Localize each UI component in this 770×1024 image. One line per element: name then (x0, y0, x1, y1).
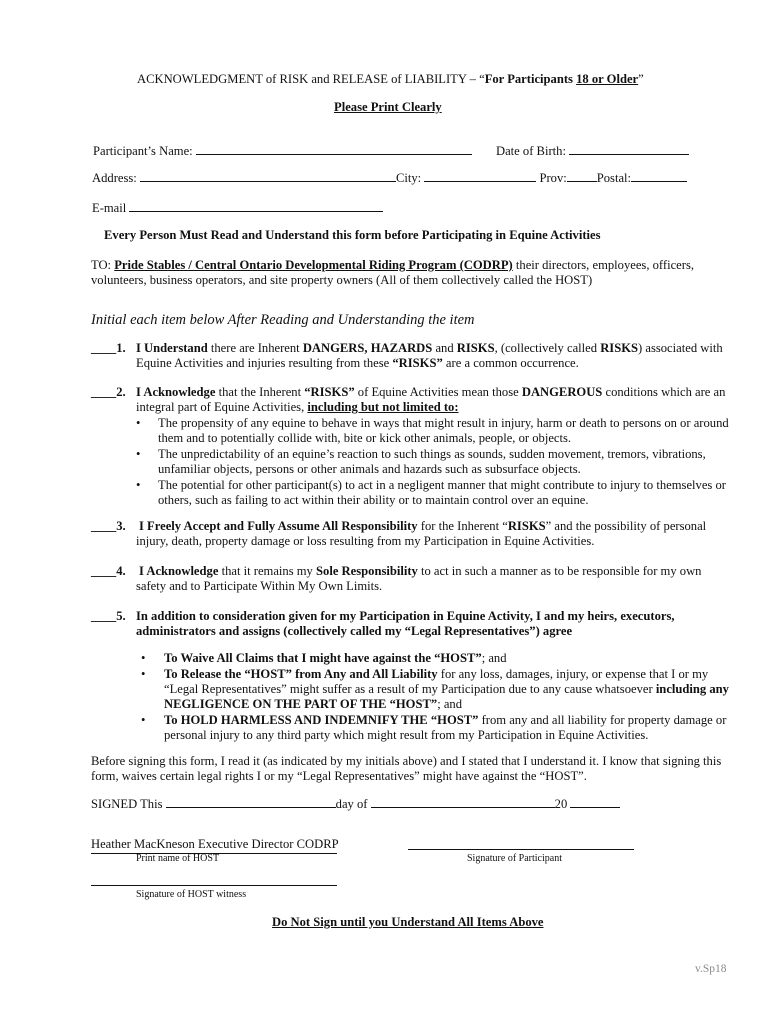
item-5-text: In addition to consideration given for my Participation in Equine Activity, I and my heirs, executors, (136, 609, 675, 623)
item-2-bullet-2-line-2: unfamiliar objects, persons or other animals and hazards such as subsurface objects. (158, 462, 581, 476)
participant-name-row (93, 142, 472, 160)
bullet-icon: • (136, 416, 141, 430)
city-field[interactable] (424, 169, 536, 182)
signed-year-field[interactable] (570, 795, 620, 808)
item-2-bullet-2-line-1: The unpredictability of an equine’s reaction to such things as sounds, sudden movement, tremors, vibrations, (158, 447, 706, 461)
item-5-bullet-3-line-1: To HOLD HARMLESS AND INDEMNIFY THE “HOST” from any and all liability for property damage or (164, 713, 727, 727)
email-label: E-mail (92, 201, 127, 215)
to-line-2: volunteers, business operators, and site property owners (All of them collectively called the HOST) (91, 273, 593, 287)
bullet-icon: • (136, 447, 141, 461)
email-row (92, 199, 383, 217)
do-not-sign-notice: Do Not Sign until you Understand All Items Above (272, 915, 544, 929)
city-label: City: (395, 171, 422, 185)
address-row (92, 169, 687, 187)
email-field[interactable] (129, 199, 383, 212)
prov-field[interactable] (567, 169, 597, 182)
item-5-initial[interactable]: ____5. (91, 609, 126, 623)
dob-label: Date of Birth: (496, 144, 566, 158)
before-signing-line-1: Before signing this form, I read it (as indicated by my initials above) and I stated that I understand it. I know that signing this (91, 754, 722, 768)
print-clearly-note: Please Print Clearly (334, 100, 442, 114)
item-4-text: I Acknowledge that it remains my Sole Responsibility to act in such a manner as to be responsible for my own (139, 564, 702, 578)
signed-day-field[interactable] (166, 795, 336, 808)
address-field[interactable] (140, 169, 396, 182)
signature-witness-label: Signature of HOST witness (136, 889, 247, 900)
before-signing-line-2: form, waives certain legal rights I or my “Legal Representatives” might have against the “HOST”. (91, 769, 587, 783)
item-4-initial[interactable]: ____4. (91, 564, 126, 578)
bullet-icon: • (141, 667, 146, 681)
item-2-text: I Acknowledge that the Inherent “RISKS” of Equine Activities mean those DANGEROUS conditions which are an (136, 385, 726, 399)
participant-name-field[interactable] (196, 142, 472, 155)
item-2-initial[interactable]: ____2. (91, 385, 126, 399)
item-5-bullet-1: To Waive All Claims that I might have against the “HOST”; and (164, 651, 507, 665)
participant-name-label: Participant’s Name: (93, 144, 193, 158)
address-label: Address: (92, 171, 137, 185)
item-1-initial[interactable]: ____1. (91, 341, 126, 355)
item-2-text-line-2: integral part of Equine Activities, including but not limited to: (136, 400, 459, 414)
participant-signature-line[interactable] (408, 849, 634, 850)
initial-heading: Initial each item below After Reading and Understanding the item (91, 312, 475, 328)
item-2-bullet-3-line-2: others, such as failing to act within their ability or to maintain control over an equine. (158, 493, 589, 507)
signature-participant-label: Signature of Participant (467, 853, 562, 864)
item-2-bullet-1-line-2: them and to potentially collide with, bite or kick other animals, people, or objects. (158, 431, 572, 445)
item-4-text-line-2: safety and to Participate Within My Own Limits. (136, 579, 383, 593)
item-5-bullet-2-line-1: To Release the “HOST” from Any and All Liability for any loss, damages, injury, or expense that I or my (164, 667, 709, 681)
print-name-host-label: Print name of HOST (136, 853, 220, 864)
dob-field[interactable] (569, 142, 689, 155)
item-3-text-line-2: injury, death, property damage or loss resulting from my Participation in Equine Activities. (136, 534, 595, 548)
host-name: Heather MacKneson Executive Director CODRP (91, 837, 337, 854)
item-2-bullet-3-line-1: The potential for other participant(s) to act in a negligent manner that might contribute to injury to themselves or (158, 478, 726, 492)
dob-row (496, 142, 689, 160)
signed-row: SIGNED This day of 20 (91, 795, 620, 813)
witness-signature-line[interactable] (91, 885, 337, 886)
item-1-text-line-2: Equine Activities and injuries resulting from these “RISKS” are a common occurrence. (136, 356, 579, 370)
postal-label: Postal: (596, 171, 632, 185)
bullet-icon: • (141, 651, 146, 665)
item-5-bullet-3-line-2: personal injury to any third party which might result from my Participation in Equine Activities. (164, 728, 649, 742)
item-2-bullet-1-line-1: The propensity of any equine to behave in ways that might result in injury, harm or death to persons on or around (158, 416, 729, 430)
version-label: v.Sp18 (695, 963, 727, 975)
bullet-icon: • (136, 478, 141, 492)
must-read-notice: Every Person Must Read and Understand this form before Participating in Equine Activities (104, 228, 601, 242)
bullet-icon: • (141, 713, 146, 727)
to-line-1: TO: Pride Stables / Central Ontario Developmental Riding Program (CODRP) their directors, employees, officers, (91, 258, 695, 272)
item-5-text-line-2: administrators and assigns (collectively called my “Legal Representatives”) agree (136, 624, 573, 638)
item-1-text: I Understand there are Inherent DANGERS, HAZARDS and RISKS, (collectively called RISKS) associated with (136, 341, 723, 355)
form-title: ACKNOWLEDGMENT of RISK and RELEASE of LIABILITY – “For Participants 18 or Older” (137, 72, 644, 86)
item-3-initial[interactable]: ____3. (91, 519, 126, 533)
prov-label: Prov: (539, 171, 567, 185)
signed-month-field[interactable] (371, 795, 555, 808)
item-3-text: I Freely Accept and Fully Assume All Responsibility for the Inherent “RISKS” and the possibility of personal (139, 519, 707, 533)
item-5-bullet-2-line-3: NEGLIGENCE ON THE PART OF THE “HOST”; and (164, 697, 463, 711)
postal-field[interactable] (631, 169, 687, 182)
item-5-bullet-2-line-2: “Legal Representatives” might suffer as a result of my Participation due to any cause whatsoever including any (164, 682, 729, 696)
organization-name: Pride Stables / Central Ontario Developmental Riding Program (CODRP) (114, 258, 513, 272)
